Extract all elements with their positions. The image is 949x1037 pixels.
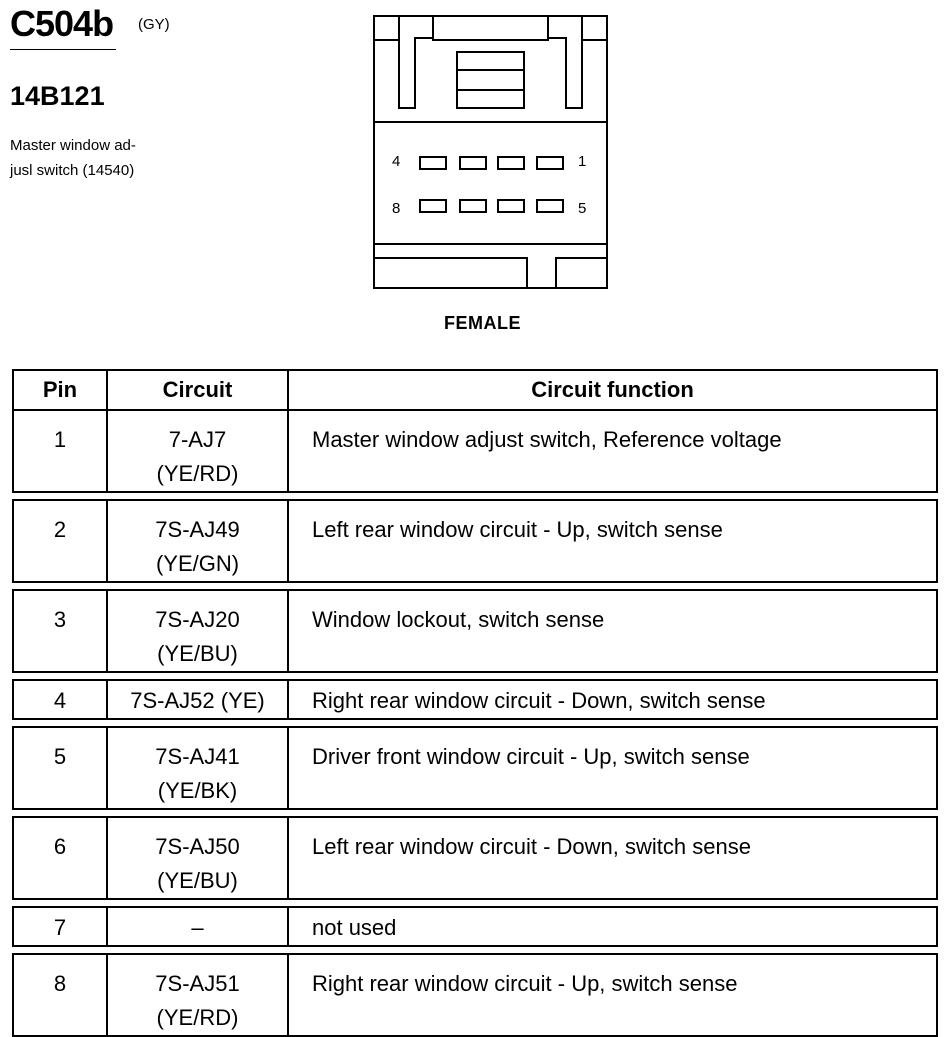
circuit-id: –: [191, 915, 204, 940]
table-row-gap: [13, 719, 937, 727]
table-row-gap: [13, 946, 937, 954]
table-row-gap: [13, 672, 937, 680]
pin-cavity: [420, 157, 446, 169]
circuit-wire-color: (YE/BU): [157, 868, 238, 893]
connector-latch-block: [433, 16, 548, 40]
table-row: [13, 817, 937, 899]
circuit-cell: [107, 590, 288, 672]
pin-cavity: [460, 157, 486, 169]
table-row: [13, 680, 937, 719]
circuit-function-cell: Driver front window circuit - Up, switch sense: [288, 727, 937, 809]
pin-number-cell: 1: [13, 410, 107, 492]
circuit-id: 7S-AJ41: [155, 744, 240, 769]
circuit-cell: [107, 954, 288, 1036]
circuit-function-cell: Left rear window circuit - Down, switch sense: [288, 817, 937, 899]
gender-label: FEMALE: [444, 313, 521, 333]
pin-cavity: [537, 200, 563, 212]
pin-number-cell: 7: [13, 907, 107, 946]
pin-cavity: [460, 200, 486, 212]
pin-cavity: [498, 157, 524, 169]
circuit-id: 7S-AJ50: [155, 834, 240, 859]
pin-cavity: [537, 157, 563, 169]
pin-number-cell: 8: [13, 954, 107, 1036]
table-row-gap: [13, 899, 937, 907]
connector-face-diagram: [0, 0, 949, 340]
circuit-cell: [107, 410, 288, 492]
circuit-function-cell: not used: [288, 907, 937, 946]
table-row: [13, 410, 937, 492]
pin-label-4: 4: [392, 153, 401, 170]
connector-key: [374, 258, 607, 288]
circuit-function-cell: Left rear window circuit - Up, switch sense: [288, 500, 937, 582]
circuit-wire-color: (YE/BK): [157, 778, 238, 803]
pin-number-cell: 4: [13, 680, 107, 719]
table-row: [13, 500, 937, 582]
connector-pin-face: [374, 122, 607, 244]
part-number: 14B121: [10, 81, 105, 111]
pin-number-cell: 6: [13, 817, 107, 899]
table-header-row: [13, 370, 937, 410]
circuit-id: 7-AJ7: [168, 427, 227, 452]
pin-number-cell: 3: [13, 590, 107, 672]
pin-cavity: [420, 200, 446, 212]
connector-id: C504b: [10, 3, 114, 44]
circuit-id: 7S-AJ20: [155, 607, 240, 632]
header-circuit: Circuit: [107, 370, 288, 410]
table-row: [13, 954, 937, 1036]
circuit-cell: [107, 680, 288, 719]
table-row-gap: [13, 809, 937, 817]
circuit-id: 7S-AJ52 (YE): [130, 688, 265, 713]
circuit-cell: [107, 817, 288, 899]
header-pin: Pin: [13, 370, 107, 410]
circuit-cell: [107, 727, 288, 809]
connector-color: (GY): [138, 16, 170, 33]
circuit-cell: [107, 907, 288, 946]
table-row-gap: [13, 492, 937, 500]
table-row: [13, 590, 937, 672]
circuit-function-cell: Master window adjust switch, Reference voltage: [288, 410, 937, 492]
header-function: Circuit function: [288, 370, 937, 410]
pin-label-1: 1: [578, 153, 587, 170]
circuit-id: 7S-AJ49: [155, 517, 240, 542]
description-line-2: jusl switch (14540): [10, 162, 135, 179]
pin-number-cell: 5: [13, 727, 107, 809]
circuit-function-cell: Window lockout, switch sense: [288, 590, 937, 672]
pinout-table: [12, 369, 938, 1037]
table-row-gap: [13, 582, 937, 590]
circuit-wire-color: (YE/GN): [155, 551, 240, 576]
pin-label-5: 5: [578, 200, 587, 217]
connector-housing: [374, 16, 607, 288]
table-row: [13, 727, 937, 809]
pin-number-cell: 2: [13, 500, 107, 582]
circuit-wire-color: (YE/RD): [156, 1005, 239, 1030]
circuit-function-cell: Right rear window circuit - Down, switch sense: [288, 680, 937, 719]
connector-latch: [399, 16, 433, 108]
connector-latch-tab: [457, 52, 524, 108]
table-row: [13, 907, 937, 946]
circuit-function-cell: Right rear window circuit - Up, switch sense: [288, 954, 937, 1036]
circuit-wire-color: (YE/RD): [156, 461, 239, 486]
pin-label-8: 8: [392, 200, 401, 217]
connector-latch: [548, 16, 582, 108]
circuit-cell: [107, 500, 288, 582]
description-line-1: Master window ad-: [10, 137, 136, 154]
circuit-id: 7S-AJ51: [155, 971, 240, 996]
circuit-wire-color: (YE/BU): [157, 641, 238, 666]
pin-cavity: [498, 200, 524, 212]
